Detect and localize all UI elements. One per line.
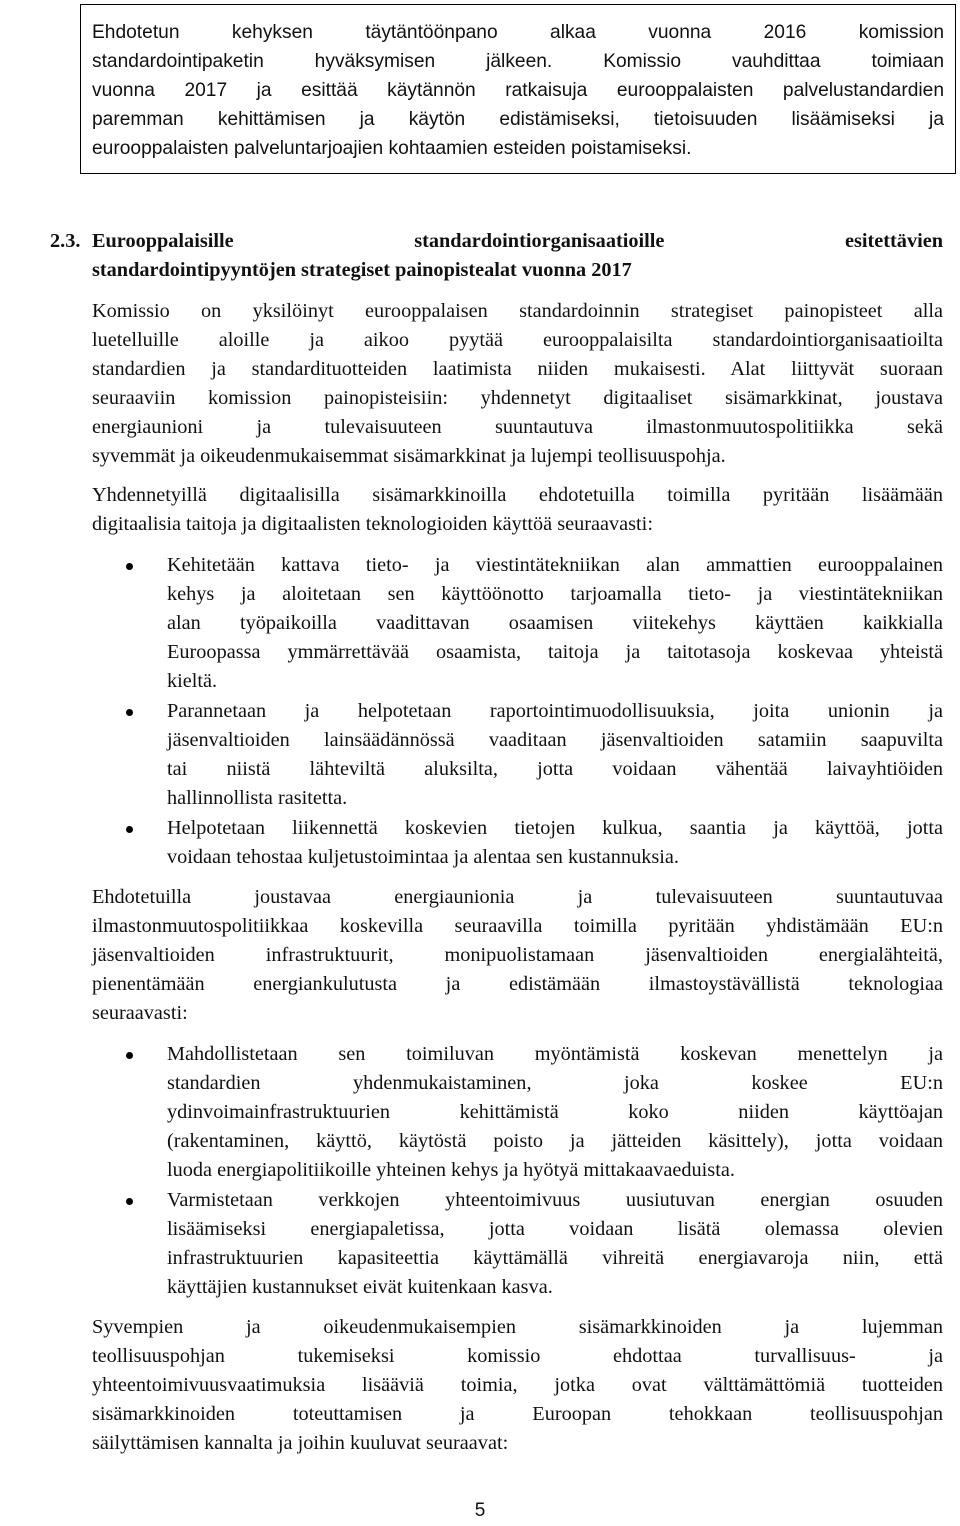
text-line: seuraaviin komission painopisteisiin: yhdennetyt digitaaliset sisämarkkinat, joustava <box>92 387 943 409</box>
text-line: luoda energiapolitiikoille yhteinen kehys ja hyötyä mittakaavaeduista. <box>167 1159 735 1181</box>
text-line: digitaalisia taitoja ja digitaalisten teknologioiden käyttöä seuraavasti: <box>92 513 653 535</box>
section-title-line: standardointipyyntöjen strategiset painopistealat vuonna 2017 <box>92 259 632 281</box>
text-line: kieltä. <box>167 670 218 692</box>
text-line: energiaunioni ja tulevaisuuteen suuntautuva ilmastonmuutospolitiikka sekä <box>92 416 943 438</box>
text-line: alan työpaikoilla vaadittavan osaamisen viitekehys käyttäen kaikkialla <box>167 612 943 634</box>
intro-box-line: standardointipaketin hyväksymisen jälkeen. Komissio vauhdittaa toimiaan <box>92 51 944 72</box>
section-heading <box>50 227 943 285</box>
text-line: jäsenvaltioiden infrastruktuurit, monipuolistamaan jäsenvaltioiden energialähteitä, <box>92 944 943 966</box>
text-line: tai niistä lähteviltä aluksilta, jotta voidaan vähentää laivayhtiöiden <box>167 758 943 780</box>
intro-box-line: eurooppalaisten palveluntarjoajien kohtaamien esteiden poistamiseksi. <box>92 138 692 159</box>
paragraph <box>92 297 943 471</box>
text-line: luetelluille aloille ja aikoo pyytää eurooppalaisilta standardointiorganisaatioilta <box>92 329 943 351</box>
paragraph <box>92 1313 943 1458</box>
text-line: Komissio on yksilöinyt eurooppalaisen standardoinnin strategiset painopisteet alla <box>92 300 943 322</box>
text-line: säilyttämisen kannalta ja joihin kuuluvat seuraavat: <box>92 1432 509 1454</box>
section-number: 2.3. <box>50 230 81 252</box>
text-line: voidaan tehostaa kuljetustoimintaa ja alentaa sen kustannuksia. <box>167 846 679 868</box>
text-line: kehys ja aloitetaan sen käyttöönotto tarjoamalla tieto- ja viestintätekniikan <box>167 583 943 605</box>
intro-box-line: Ehdotetun kehyksen täytäntöönpano alkaa vuonna 2016 komission <box>92 22 944 43</box>
intro-box <box>80 4 956 174</box>
bullet-icon <box>126 1052 133 1059</box>
text-line: Syvempien ja oikeudenmukaisempien sisämarkkinoiden ja lujemman <box>92 1316 943 1338</box>
bullet-icon <box>126 563 133 570</box>
text-line: infrastruktuurien kapasiteettia käyttämällä vihreitä energiavaroja niin, että <box>167 1247 943 1269</box>
bullet-list-digital <box>92 551 943 872</box>
bullet-icon <box>126 1198 133 1205</box>
text-line: ilmastonmuutospolitiikkaa koskevilla seuraavilla toimilla pyritään yhdistämään EU:n <box>92 915 943 937</box>
intro-box-line: paremman kehittämisen ja käytön edistämiseksi, tietoisuuden lisäämiseksi ja <box>92 109 944 130</box>
text-line: Ehdotetuilla joustavaa energiaunionia ja tulevaisuuteen suuntautuvaa <box>92 886 943 908</box>
text-line: jäsenvaltioiden lainsäädännössä vaaditaan jäsenvaltioiden satamiin saapuvilta <box>167 729 943 751</box>
paragraph <box>92 883 943 1028</box>
text-line: Helpotetaan liikennettä koskevien tietojen kulkua, saantia ja käyttöä, jotta <box>167 817 943 839</box>
list-item <box>92 1040 943 1185</box>
bullet-icon <box>126 709 133 716</box>
text-line: standardien ja standardituotteiden laatimista niiden mukaisesti. Alat liittyvät suoraan <box>92 358 943 380</box>
text-line: Yhdennetyillä digitaalisilla sisämarkkinoilla ehdotetuilla toimilla pyritään lisäämään <box>92 484 943 506</box>
text-line: Parannetaan ja helpotetaan raportointimuodollisuuksia, joita unionin ja <box>167 700 943 722</box>
text-line: yhteentoimivuusvaatimuksia lisääviä toimia, jotka ovat välttämättömiä tuotteiden <box>92 1374 943 1396</box>
text-line: pienentämään energiankulutusta ja edistämään ilmastoystävällistä teknologiaa <box>92 973 943 995</box>
text-line: Varmistetaan verkkojen yhteentoimivuus uusiutuvan energian osuuden <box>167 1189 943 1211</box>
text-line: käyttäjien kustannukset eivät kuitenkaan kasva. <box>167 1276 553 1298</box>
text-line: seuraavasti: <box>92 1002 188 1024</box>
intro-box-line: vuonna 2017 ja esittää käytännön ratkaisuja eurooppalaisten palvelustandardien <box>92 80 944 101</box>
bullet-list-energy <box>92 1040 943 1302</box>
list-item <box>92 551 943 696</box>
text-line: syvemmät ja oikeudenmukaisemmat sisämarkkinat ja lujempi teollisuuspohja. <box>92 445 726 467</box>
text-line: standardien yhdenmukaistaminen, joka koskee EU:n <box>167 1072 943 1094</box>
text-line: Kehitetään kattava tieto- ja viestintätekniikan alan ammattien eurooppalainen <box>167 554 943 576</box>
page-number: 5 <box>474 1500 486 1521</box>
text-line: Euroopassa ymmärrettävää osaamista, taitoja ja taitotasoja koskevaa yhteistä <box>167 641 943 663</box>
text-line: teollisuuspohjan tukemiseksi komissio ehdottaa turvallisuus- ja <box>92 1345 943 1367</box>
list-item <box>92 1186 943 1302</box>
text-line: ydinvoimainfrastruktuurien kehittämistä koko niiden käyttöajan <box>167 1101 943 1123</box>
list-item <box>92 814 943 872</box>
list-item <box>92 697 943 813</box>
bullet-icon <box>126 826 133 833</box>
text-line: sisämarkkinoiden toteuttamisen ja Euroopan tehokkaan teollisuuspohjan <box>92 1403 943 1425</box>
paragraph <box>92 481 943 539</box>
text-line: hallinnollista rasitetta. <box>167 787 348 809</box>
text-line: (rakentaminen, käyttö, käytöstä poisto ja jätteiden käsittely), jotta voidaan <box>167 1130 943 1152</box>
text-line: lisäämiseksi energiapaletissa, jotta voidaan lisätä olemassa olevien <box>167 1218 943 1240</box>
section-title-line: Eurooppalaisille standardointiorganisaatioille esitettävien <box>92 230 943 252</box>
text-line: Mahdollistetaan sen toimiluvan myöntämistä koskevan menettelyn ja <box>167 1043 943 1065</box>
